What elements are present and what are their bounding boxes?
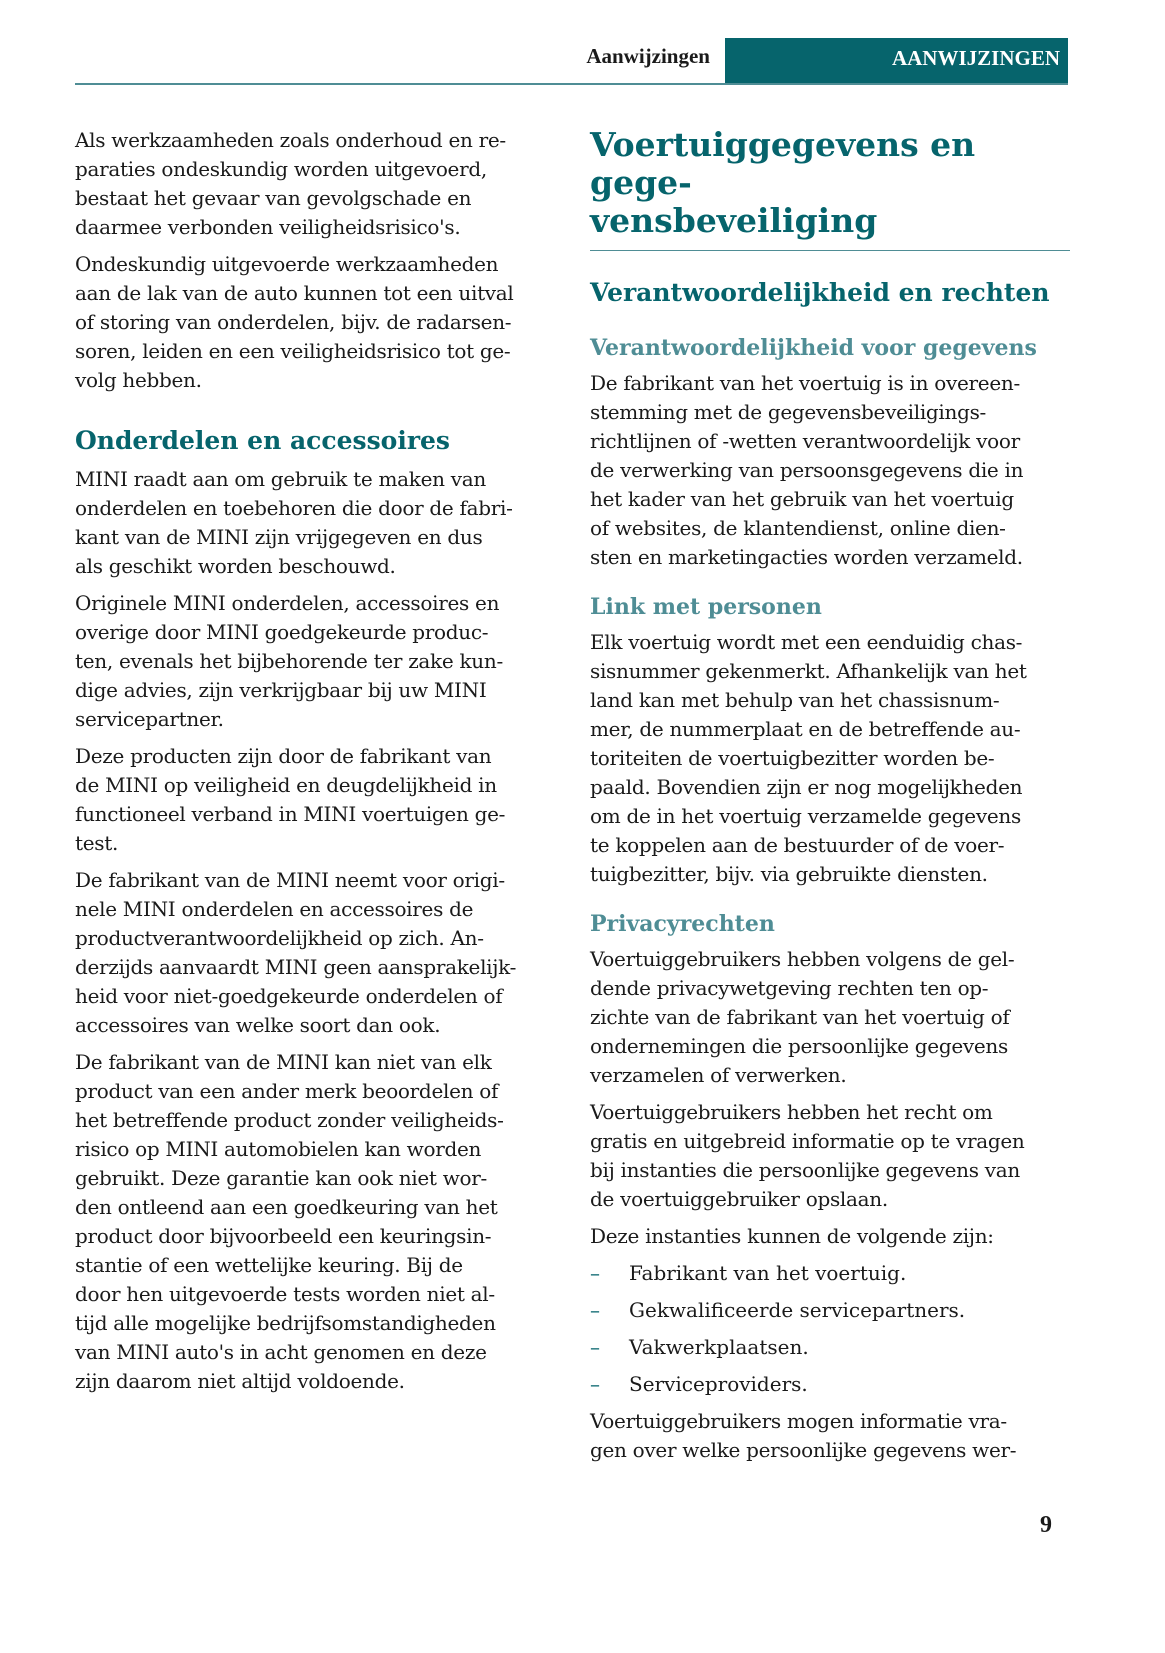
text-line: ondernemingen die persoonlijke gegevens: [590, 1034, 1008, 1058]
text-line: functioneel verband in MINI voertuigen ge-: [75, 802, 506, 826]
list-item: [590, 1370, 1070, 1399]
text-line: den ontleend aan een goedkeuring van het: [75, 1195, 498, 1219]
text-line: de MINI op veiligheid en deugdelijkheid in: [75, 773, 497, 797]
text-line: toriteiten de voertuigbezitter worden be-: [590, 746, 995, 770]
subsection-heading: Privacyrechten: [590, 911, 775, 937]
paragraph: [75, 126, 565, 242]
text-line: bij instanties die persoonlijke gegevens van: [590, 1158, 1020, 1182]
text-line: of storing van onderdelen, bijv. de radarsen-: [75, 310, 512, 334]
paragraph: [75, 250, 565, 395]
text-line: sisnummer gekenmerkt. Afhankelijk van het: [590, 659, 1027, 683]
text-line: bestaat het gevaar van gevolgschade en: [75, 186, 472, 210]
instances-list: [590, 1259, 1070, 1399]
text-line: stemming met de gegevensbeveiligings-: [590, 400, 987, 424]
text-line: gen over welke persoonlijke gegevens wer-: [590, 1438, 1017, 1462]
text-line: sten en marketingacties worden verzameld.: [590, 545, 1023, 569]
text-line: tijd alle mogelijke bedrijfsomstandigheden: [75, 1311, 496, 1335]
running-header-section: Aanwijzingen: [586, 44, 710, 68]
text-line: zichte van de fabrikant van het voertuig of: [590, 1005, 1010, 1029]
paragraph: [75, 742, 565, 858]
text-line: overige door MINI goedgekeurde produc-: [75, 620, 489, 644]
dash-bullet-icon: –: [590, 1335, 600, 1359]
text-line: te koppelen aan de bestuurder of de voer-: [590, 833, 1005, 857]
paragraph: [75, 589, 565, 734]
list-item-text: Serviceproviders.: [629, 1372, 808, 1396]
text-line: risico op MINI automobielen kan worden: [75, 1137, 482, 1161]
text-line: gratis en uitgebreid informatie op te vragen: [590, 1129, 1025, 1153]
text-line: van MINI auto's in acht genomen en deze: [75, 1340, 487, 1364]
subsection-heading: Verantwoordelijkheid voor gegevens: [590, 335, 1037, 361]
text-line: verzamelen of verwerken.: [590, 1063, 847, 1087]
text-line: Voertuiggebruikers hebben volgens de gel-: [590, 947, 1015, 971]
right-column: [590, 126, 1070, 1473]
text-line: Voertuiggegevens en gege-: [590, 125, 976, 202]
paragraph: [590, 1407, 1070, 1465]
paragraph: [590, 1222, 1070, 1251]
list-item-text: Fabrikant van het voertuig.: [629, 1261, 907, 1285]
text-line: Voertuiggebruikers mogen informatie vra-: [590, 1409, 1007, 1433]
text-line: als geschikt worden beschouwd.: [75, 554, 396, 578]
text-line: Originele MINI onderdelen, accessoires en: [75, 591, 500, 615]
text-line: onderdelen en toebehoren die door de fabri-: [75, 496, 513, 520]
text-line: gebruikt. Deze garantie kan ook niet wor-: [75, 1166, 487, 1190]
text-line: product van een ander merk beoordelen of: [75, 1079, 499, 1103]
text-line: Deze producten zijn door de fabrikant van: [75, 744, 492, 768]
paragraph: [75, 866, 565, 1040]
list-item-text: Vakwerkplaatsen.: [629, 1335, 809, 1359]
text-line: om de in het voertuig verzamelde gegevens: [590, 804, 1021, 828]
text-line: de verwerking van persoonsgegevens die in: [590, 458, 1024, 482]
subsection-heading: Link met personen: [590, 594, 822, 620]
text-line: servicepartner.: [75, 707, 224, 731]
text-line: zijn daarom niet altijd voldoende.: [75, 1369, 405, 1393]
list-item: [590, 1296, 1070, 1325]
text-line: MINI raadt aan om gebruik te maken van: [75, 467, 486, 491]
text-line: De fabrikant van het voertuig is in overeen-: [590, 371, 1020, 395]
list-item: [590, 1333, 1070, 1362]
chapter-title: AANWIJZINGEN: [891, 46, 1060, 70]
text-line: Deze instanties kunnen de volgende zijn:: [590, 1224, 994, 1248]
text-line: Voertuiggebruikers hebben het recht om: [590, 1100, 993, 1124]
text-line: land kan met behulp van het chassisnum-: [590, 688, 1000, 712]
text-line: Als werkzaamheden zoals onderhoud en re-: [75, 128, 506, 152]
text-line: dige advies, zijn verkrijgbaar bij uw MINI: [75, 678, 487, 702]
text-line: soren, leiden en een veiligheidsrisico tot ge-: [75, 339, 511, 363]
text-line: daarmee verbonden veiligheidsrisico's.: [75, 215, 461, 239]
page-number: 9: [1040, 1512, 1052, 1538]
chapter-heading: [590, 126, 1070, 240]
list-item: [590, 1259, 1070, 1288]
text-line: vensbeveiliging: [590, 201, 878, 240]
paragraph: [590, 1098, 1070, 1214]
text-line: nele MINI onderdelen en accessoires de: [75, 897, 474, 921]
text-line: test.: [75, 831, 119, 855]
left-column: [75, 126, 565, 1404]
list-item-text: Gekwalificeerde servicepartners.: [629, 1298, 966, 1322]
paragraph: [75, 465, 565, 581]
text-line: kant van de MINI zijn vrijgegeven en dus: [75, 525, 483, 549]
text-line: ten, evenals het bijbehorende ter zake kun-: [75, 649, 503, 673]
text-line: paraties ondeskundig worden uitgevoerd,: [75, 157, 487, 181]
text-line: accessoires van welke soort dan ook.: [75, 1013, 441, 1037]
text-line: het kader van het gebruik van het voertuig: [590, 487, 1014, 511]
text-line: de voertuiggebruiker opslaan.: [590, 1187, 888, 1211]
text-line: of websites, de klantendienst, online dien-: [590, 516, 1006, 540]
paragraph: [75, 1048, 565, 1396]
text-line: product door bijvoorbeeld een keuringsin-: [75, 1224, 492, 1248]
section-heading: Onderdelen en accessoires: [75, 426, 450, 455]
paragraph: [590, 369, 1070, 572]
text-line: mer, de nummerplaat en de betreffende au-: [590, 717, 1021, 741]
text-line: heid voor niet-goedgekeurde onderdelen of: [75, 984, 503, 1008]
dash-bullet-icon: –: [590, 1298, 600, 1322]
paragraph: [590, 628, 1070, 889]
dash-bullet-icon: –: [590, 1372, 600, 1396]
text-line: het betreffende product zonder veiligheids-: [75, 1108, 504, 1132]
text-line: aan de lak van de auto kunnen tot een uitval: [75, 281, 514, 305]
text-line: De fabrikant van de MINI kan niet van elk: [75, 1050, 492, 1074]
text-line: dende privacywetgeving rechten ten op-: [590, 976, 989, 1000]
text-line: door hen uitgevoerde tests worden niet al-: [75, 1282, 495, 1306]
text-line: tuigbezitter, bijv. via gebruikte diensten.: [590, 862, 988, 886]
text-line: volg hebben.: [75, 368, 202, 392]
text-line: productverantwoordelijkheid op zich. An-: [75, 926, 484, 950]
section-heading: Verantwoordelijkheid en rechten: [590, 278, 1050, 307]
text-line: paald. Bovendien zijn er nog mogelijkheden: [590, 775, 1023, 799]
dash-bullet-icon: –: [590, 1261, 600, 1285]
paragraph: [590, 945, 1070, 1090]
heading-rule: [590, 250, 1070, 251]
text-line: De fabrikant van de MINI neemt voor origi-: [75, 868, 505, 892]
text-line: derzijds aanvaardt MINI geen aansprakelijk-: [75, 955, 517, 979]
text-line: richtlijnen of -wetten verantwoordelijk voor: [590, 429, 1020, 453]
header-rule: [75, 83, 1068, 85]
text-line: stantie of een wettelijke keuring. Bij de: [75, 1253, 463, 1277]
text-line: Elk voertuig wordt met een eenduidig chas-: [590, 630, 1023, 654]
chapter-tab: [725, 38, 1068, 84]
text-line: Ondeskundig uitgevoerde werkzaamheden: [75, 252, 499, 276]
